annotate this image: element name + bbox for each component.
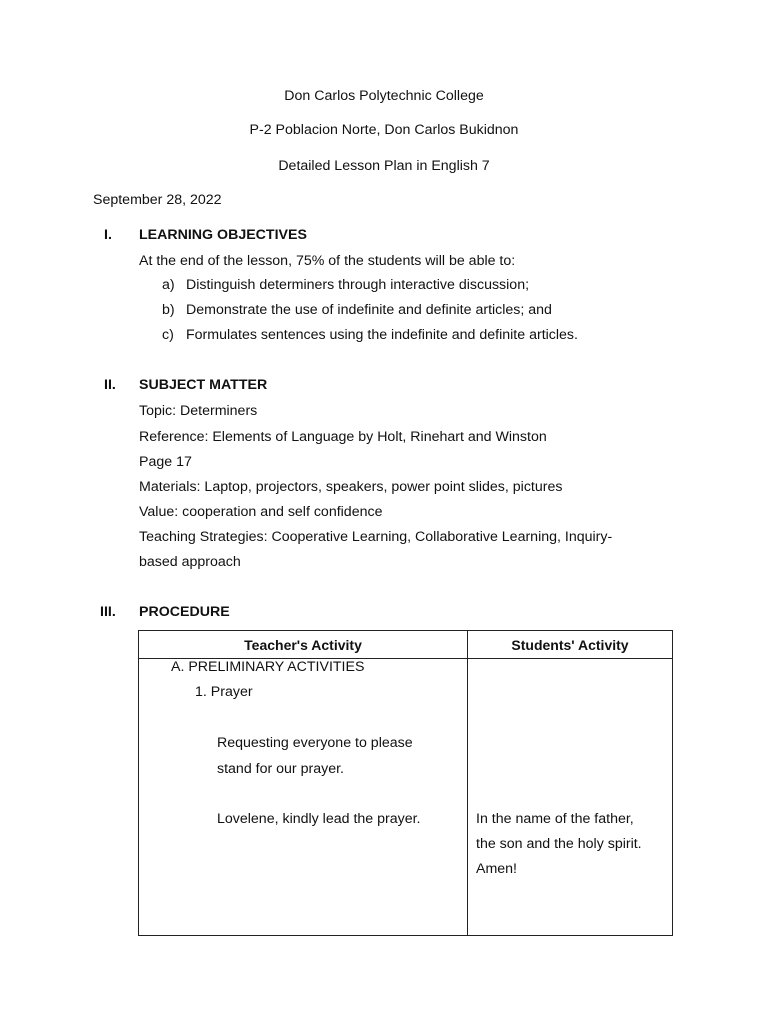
prayer-label: 1. Prayer — [195, 684, 253, 700]
table-row — [139, 659, 673, 936]
institution-address: P-2 Poblacion Norte, Don Carlos Bukidnon — [249, 122, 519, 138]
prayer-request-line2: stand for our prayer. — [217, 761, 344, 777]
section-numeral-subject: II. — [104, 377, 116, 393]
student-prayer-line1: In the name of the father, — [476, 811, 634, 827]
institution-name: Don Carlos Polytechnic College — [284, 88, 484, 104]
subject-matter-heading: SUBJECT MATTER — [139, 377, 268, 393]
objectives-intro: At the end of the lesson, 75% of the students will be able to: — [139, 253, 516, 269]
objective-marker-a: a) — [162, 277, 175, 293]
teacher-activity-header: Teacher's Activity — [139, 631, 468, 659]
prayer-request-line1: Requesting everyone to please — [217, 735, 413, 751]
students-activity-header: Students' Activity — [468, 631, 673, 659]
subject-page: Page 17 — [139, 454, 192, 470]
objective-item-b: Demonstrate the use of indefinite and definite articles; and — [186, 302, 552, 318]
subject-value: Value: cooperation and self confidence — [139, 504, 383, 520]
subject-topic: Topic: Determiners — [139, 403, 258, 419]
subject-strategies: Teaching Strategies: Cooperative Learning, Collaborative Learning, Inquiry- — [139, 529, 613, 545]
section-numeral-objectives: I. — [104, 227, 112, 243]
lesson-date: September 28, 2022 — [93, 192, 222, 208]
prayer-lead-instruction: Lovelene, kindly lead the prayer. — [217, 811, 421, 827]
objectives-heading: LEARNING OBJECTIVES — [139, 227, 307, 243]
table-header-row — [139, 631, 673, 659]
student-prayer-line2: the son and the holy spirit. — [476, 836, 642, 852]
document-title: Detailed Lesson Plan in English 7 — [278, 158, 490, 174]
subject-materials: Materials: Laptop, projectors, speakers, power point slides, pictures — [139, 479, 563, 495]
subject-reference: Reference: Elements of Language by Holt, Rinehart and Winston — [139, 429, 547, 445]
student-prayer-line3: Amen! — [476, 861, 518, 877]
objective-item-c: Formulates sentences using the indefinite and definite articles. — [186, 327, 578, 343]
students-activity-cell — [468, 659, 673, 936]
teacher-activity-cell — [139, 659, 468, 936]
subject-strategies-cont: based approach — [139, 554, 241, 570]
procedure-heading: PROCEDURE — [139, 604, 230, 620]
objective-item-a: Distinguish determiners through interactive discussion; — [186, 277, 530, 293]
objective-marker-b: b) — [162, 302, 175, 318]
section-numeral-procedure: III. — [100, 604, 116, 620]
procedure-table — [138, 630, 673, 936]
objective-marker-c: c) — [162, 327, 174, 343]
preliminary-activities-label: A. PRELIMINARY ACTIVITIES — [171, 659, 365, 675]
